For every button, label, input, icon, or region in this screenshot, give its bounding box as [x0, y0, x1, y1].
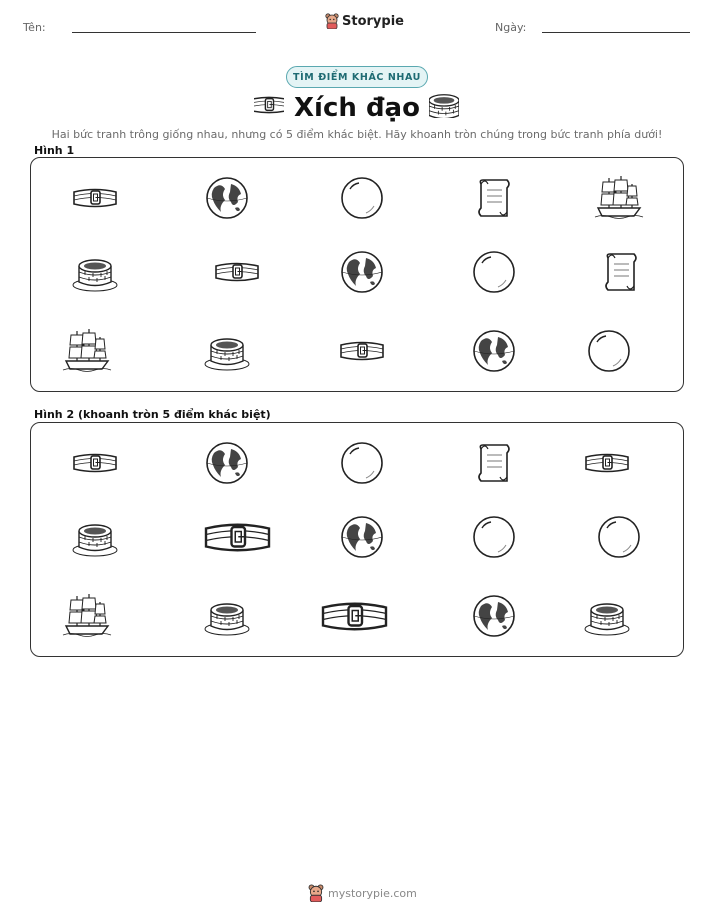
picture2-label: Hình 2 (khoanh tròn 5 điểm khác biệt) — [34, 408, 271, 421]
page-title: Xích đạo — [294, 93, 420, 123]
bubble-icon[interactable] — [582, 328, 636, 374]
activity-badge: TÌM ĐIỂM KHÁC NHAU — [286, 66, 428, 88]
belt-icon[interactable] — [197, 503, 278, 572]
belt-icon[interactable] — [335, 328, 389, 374]
brand-name: Storypie — [342, 13, 404, 29]
picture2-frame[interactable] — [30, 422, 684, 657]
bubble-icon[interactable] — [335, 440, 389, 486]
belt-icon[interactable] — [314, 582, 395, 651]
well-icon[interactable] — [580, 593, 634, 639]
footer-url[interactable]: mystorypie.com — [328, 886, 417, 900]
globe-icon[interactable] — [335, 249, 389, 295]
belt-icon[interactable] — [580, 440, 634, 486]
title-well-icon — [429, 94, 459, 122]
footer — [308, 884, 417, 902]
date-label: Ngày: — [495, 21, 527, 34]
brand-logo — [325, 13, 404, 29]
name-line[interactable] — [72, 32, 256, 33]
ship-icon[interactable] — [60, 328, 114, 374]
well-icon[interactable] — [200, 328, 254, 374]
bear-icon — [325, 13, 339, 29]
bubble-icon[interactable] — [467, 249, 521, 295]
instructions: Hai bức tranh trông giống nhau, nhưng có 5 điểm khác biệt. Hãy khoanh tròn chúng trong bức tranh phía dưới! — [51, 128, 663, 141]
scroll-icon[interactable] — [467, 440, 521, 486]
globe-icon[interactable] — [467, 328, 521, 374]
bubble-icon[interactable] — [467, 514, 521, 560]
bubble-icon[interactable] — [592, 514, 646, 560]
picture1-label: Hình 1 — [34, 144, 75, 157]
bubble-icon[interactable] — [335, 175, 389, 221]
scroll-icon[interactable] — [594, 249, 648, 295]
well-icon[interactable] — [200, 593, 254, 639]
well-icon[interactable] — [68, 514, 122, 560]
ship-icon[interactable] — [60, 593, 114, 639]
belt-icon[interactable] — [68, 175, 122, 221]
globe-icon[interactable] — [200, 440, 254, 486]
picture1-frame[interactable] — [30, 157, 684, 392]
footer-bear-icon — [308, 884, 324, 902]
well-icon[interactable] — [68, 249, 122, 295]
name-label: Tên: — [23, 21, 46, 34]
scroll-icon[interactable] — [467, 175, 521, 221]
ship-icon[interactable] — [592, 175, 646, 221]
belt-icon[interactable] — [210, 249, 264, 295]
belt-icon[interactable] — [68, 440, 122, 486]
globe-icon[interactable] — [467, 593, 521, 639]
date-line[interactable] — [542, 32, 690, 33]
globe-icon[interactable] — [200, 175, 254, 221]
globe-icon[interactable] — [335, 514, 389, 560]
